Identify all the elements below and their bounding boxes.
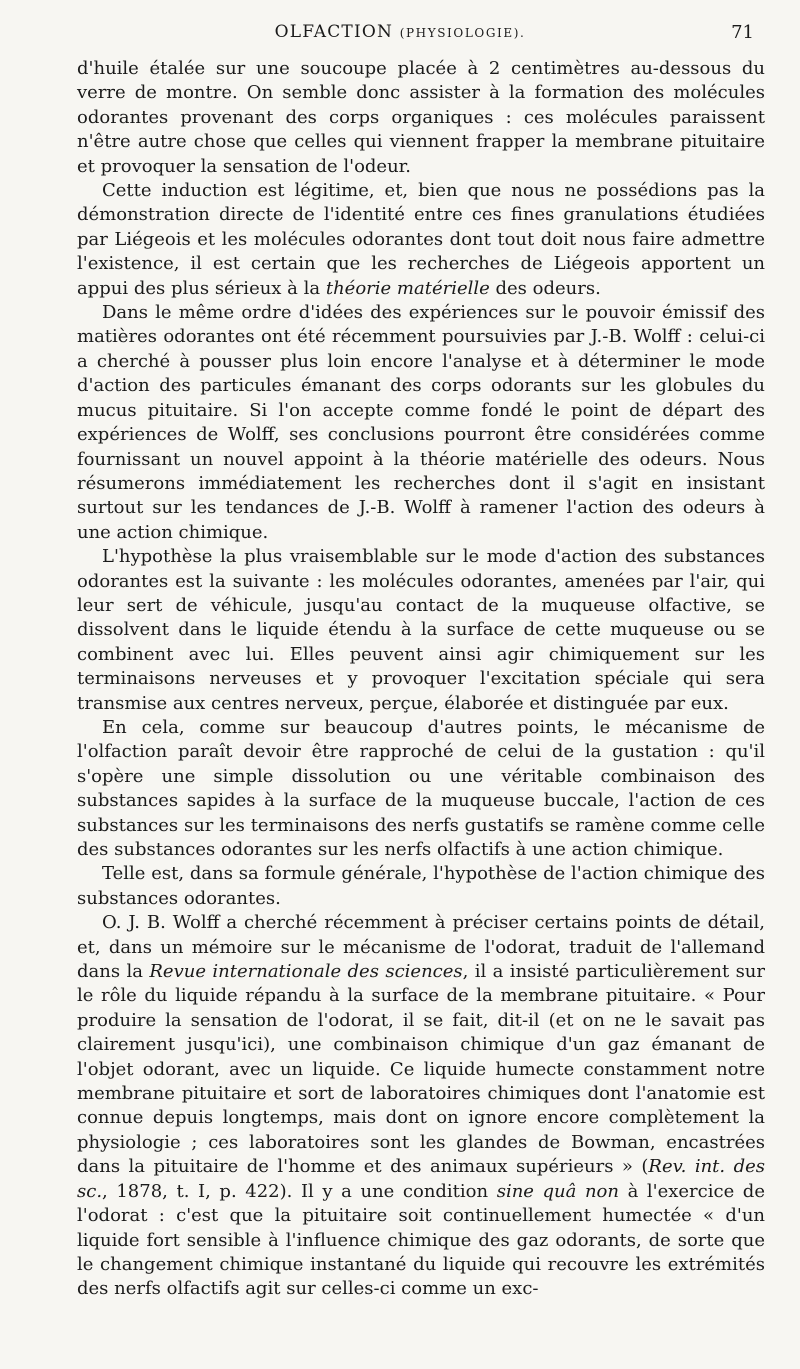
paragraph-3: Dans le même ordre d'idées des expériences sur le pouvoir émissif des matières odorantes ont été récemment poursuivies par J.-B. Wolff : celui-ci a cherché à pousser plus loin encore l'analyse et à déterminer le mode d'action des particules émanant des corps odorants sur les globules du mucus pituitaire. Si l'on accepte comme fondé le point de départ des expériences de Wolff, ses conclusions pourront être considérées comme fournissant un nouvel appoint à la théorie matérielle des odeurs. Nous résumerons immédiatement les recherches dont il s'agit en insistant surtout sur les tendances de J.-B. Wolff à ramener l'action des odeurs à une action chimique. (77, 302, 765, 543)
paragraph-6: Telle est, dans sa formule générale, l'hypothèse de l'action chimique des substances odorantes. (77, 863, 765, 909)
paragraph-2 (77, 179, 765, 301)
paragraph-1: d'huile étalée sur une soucoupe placée à 2 centimètres au-dessous du verre de montre. On semble donc assister à la formation des molécules odorantes provenant des corps organiques : ces molécules paraissent n'être autre chose que celles qui viennent frapper la membrane pituitaire et provoquer la sensation de l'odeur. (77, 58, 765, 177)
page-number: 71 (731, 22, 754, 43)
paragraph-2-text-a: Cette induction est légitime, et, bien que nous ne possédions pas la démonstration directe de l'identité entre ces fines granulations étudiées par Liégeois et les molécules odorantes dont tout doit nous faire admettre l'existence, il est certain que les recherches de Liégeois apportent un appui des plus sérieux à la (77, 180, 765, 299)
paragraph-2-emphasis: théorie matérielle (325, 277, 490, 299)
paragraph-7-latin-phrase: sine quâ non (496, 1180, 619, 1202)
paragraph-2-text-b: des odeurs. (489, 277, 601, 299)
running-header (0, 22, 800, 52)
running-title-main: OLFACTION (274, 22, 394, 42)
running-title (0, 22, 800, 42)
paragraph-7-text-d: à l'exercice de l'odorat : c'est que la pituitaire soit continuellement humectée « d'un liquide fort sensible à l'influence chimique des gaz odorants, de sorte que le changement chimique instantané du liquide qui recouvre les extrémités des nerfs olfactifs agit sur celles-ci comme un exc- (77, 1180, 765, 1300)
body-text (77, 57, 765, 1302)
paragraph-7 (77, 911, 765, 1302)
running-title-sub: (PHYSIOLOGIE). (399, 26, 526, 40)
paragraph-7-text-a: O. J. B. Wolff a cherché récemment à préciser certains points de détail, et, dans un mémoire sur le mécanisme de l'odorat, traduit de l'allemand dans la (77, 912, 765, 983)
paragraph-7-journal-title: Revue internationale des sciences (149, 961, 463, 983)
paragraph-5: En cela, comme sur beaucoup d'autres points, le mécanisme de l'olfaction paraît devoir être rapproché de celui de la gustation : qu'il s'opère une simple dissolution ou une véritable combinaison des substances sapides à la surface de la muqueuse buccale, l'action de ces substances sur les terminaisons des nerfs gustatifs se ramène comme celle des substances odorantes sur les nerfs olfactifs à une action chimique. (77, 716, 765, 860)
paragraph-4: L'hypothèse la plus vraisemblable sur le mode d'action des substances odorantes est la suivante : les molécules odorantes, amenées par l'air, qui leur sert de véhicule, jusqu'au contact de la muqueuse olfactive, se dissolvent dans le liquide étendu à la surface de cette muqueuse ou se combinent avec lui. Elles peuvent ainsi agir chimiquement sur les terminaisons nerveuses et y provoquer l'excitation spéciale qui sera transmise aux centres nerveux, perçue, élaborée et distinguée par eux. (77, 546, 765, 714)
paragraph-7-text-c: , 1878, t. I, p. 422). Il y a une condition (102, 1180, 497, 1202)
paragraph-7-citation: Rev. int. des sc. (77, 1156, 765, 1202)
paragraph-7-text-b: , il a insisté particulièrement sur le rôle du liquide répandu à la surface de la membrane pituitaire. « Pour produire la sensation de l'odorat, il se fait, dit-il (et on ne le savait pas clairement jusqu'ici), une combinaison chimique d'un gaz émanant de l'objet odorant, avec un liquide. Ce liquide humecte constamment notre membrane pituitaire et sort de laboratoires chimiques dont l'anatomie est connue depuis longtemps, mais dont on ignore encore complètement la physiologie ; ces laboratoires sont les glandes de Bowman, encastrées dans la pituitaire de l'homme et des animaux supérieurs » ( (77, 961, 766, 1178)
